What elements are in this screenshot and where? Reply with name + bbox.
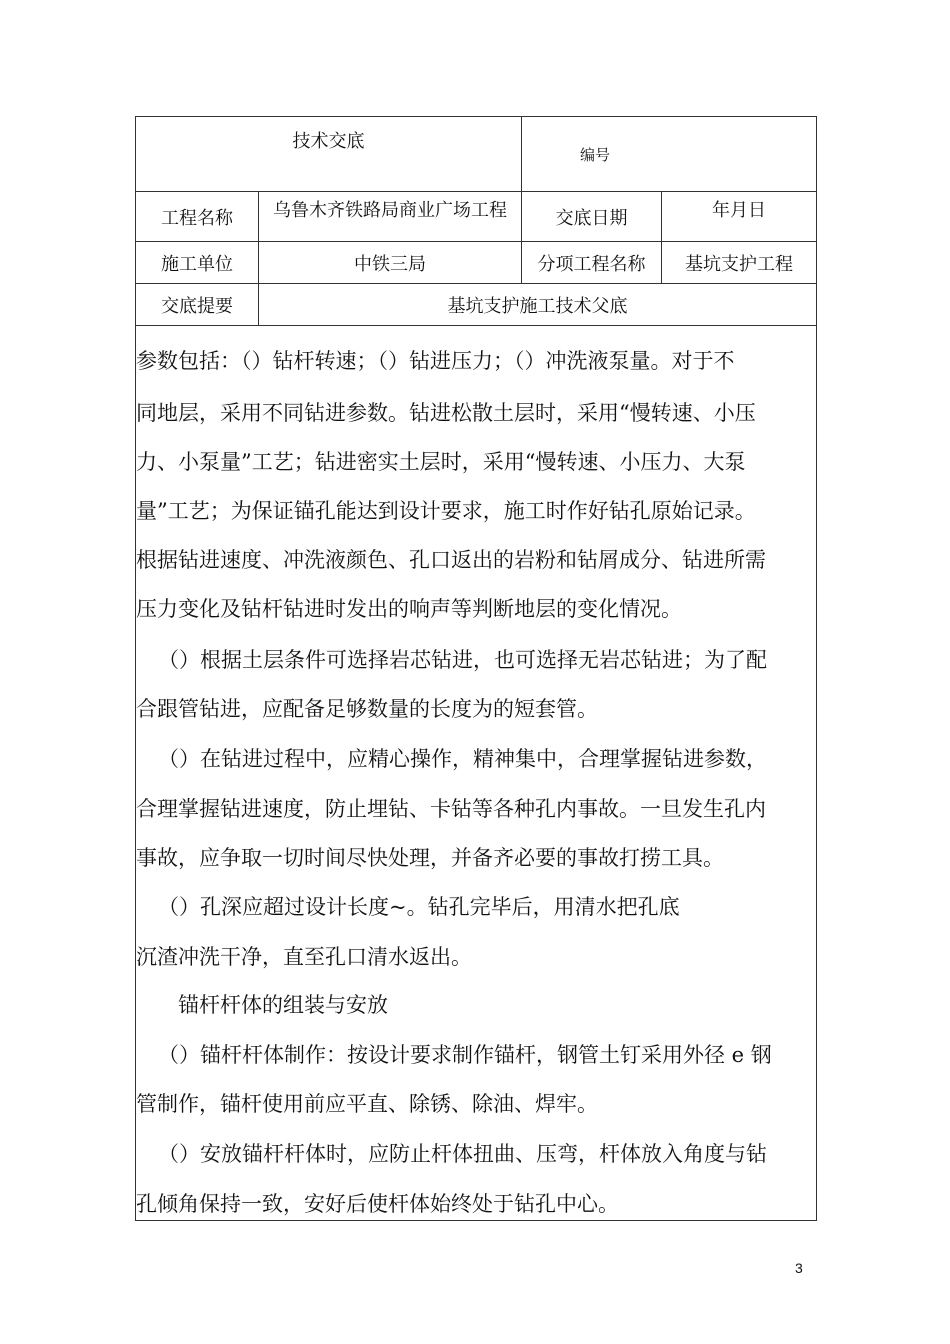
doc-title: 技术交底	[136, 117, 522, 192]
header-table	[135, 116, 817, 326]
contractor: 中铁三局	[259, 242, 522, 284]
body-line: 合跟管钻进，应配备足够数量的长度为的短套管。	[136, 697, 598, 721]
body-line: 孔倾角保持一致，安好后使杆体始终处于钻孔中心。	[136, 1192, 619, 1216]
body-line: 压力变化及钻杆钻进时发出的响声等判断地层的变化情况。	[136, 597, 682, 621]
body-line: 量”工艺；为保证锚孔能达到设计要求，施工时作好钻孔原始记录。	[136, 499, 756, 523]
body-line: 管制作，锚杆使用前应平直、除锈、除油、焊牢。	[136, 1092, 598, 1116]
date-value: 年月日	[662, 192, 817, 242]
number-label: 编号	[522, 117, 817, 192]
contractor-label: 施工单位	[136, 242, 259, 284]
body-line: 参数包括：（）钻杆转速；（）钻进压力；（）冲洗液泵量。对于不	[136, 349, 735, 373]
page-number: 3	[795, 1260, 803, 1276]
body-line: （）根据土层条件可选择岩芯钻进，也可选择无岩芯钻进；为了配	[158, 648, 767, 672]
body-line: （）锚杆杆体制作：按设计要求制作锚杆，钢管土钉采用外径 e 钢	[158, 1043, 772, 1067]
section-heading: 锚杆杆体的组装与安放	[178, 993, 388, 1017]
body-line: 事故，应争取一切时间尽快处理，并备齐必要的事故打捞工具。	[136, 846, 724, 870]
date-label: 交底日期	[522, 192, 662, 242]
subproject: 基坑支护工程	[662, 242, 817, 284]
body-line: （）安放锚杆杆体时，应防止杆体扭曲、压弯，杆体放入角度与钻	[158, 1142, 767, 1166]
body-line: （）在钻进过程中，应精心操作，精神集中，合理掌握钻进参数，	[158, 747, 767, 771]
body-line: 合理掌握钻进速度，防止埋钻、卡钻等各种孔内事故。一旦发生孔内	[136, 797, 766, 821]
body-content	[135, 325, 817, 1221]
body-line: 同地层，采用不同钻进参数。钻进松散土层时，采用“慢转速、小压	[136, 401, 756, 425]
summary: 基坑支护施工技术父底	[259, 284, 817, 326]
body-line: 沉渣冲洗干净，直至孔口清水返出。	[136, 945, 472, 969]
subproject-label: 分项工程名称	[522, 242, 662, 284]
body-line: 力、小泵量”工艺；钻进密实土层时，采用“慢转速、小压力、大泵	[136, 450, 746, 474]
summary-label: 交底提要	[136, 284, 259, 326]
body-line: 根据钻进速度、冲洗液颜色、孔口返出的岩粉和钻屑成分、钻进所需	[136, 548, 766, 572]
project-name: 乌鲁木齐铁路局商业广场工程	[259, 192, 522, 242]
body-line: （）孔深应超过设计长度~。钻孔完毕后，用清水把孔底	[158, 895, 680, 919]
project-name-label: 工程名称	[136, 192, 259, 242]
